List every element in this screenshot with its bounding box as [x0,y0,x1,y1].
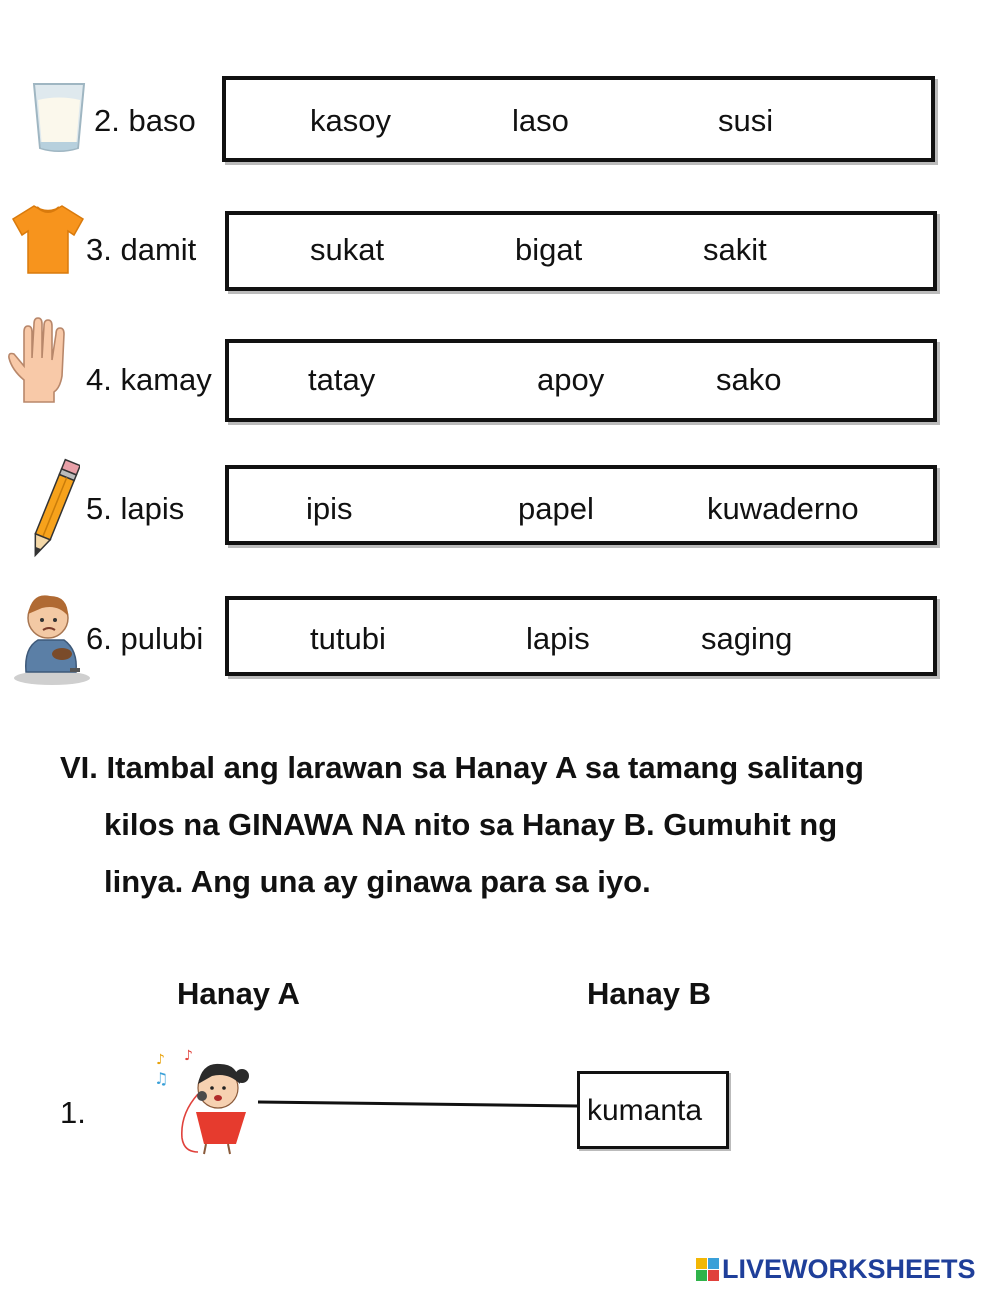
word-option[interactable]: apoy [537,362,605,397]
match-number: 1. [60,1095,86,1130]
word-option[interactable]: susi [718,103,774,138]
word-option[interactable]: saging [701,621,793,656]
word-option[interactable]: laso [512,103,569,138]
column-header-b: Hanay B [587,976,712,1011]
word-option[interactable]: sakit [703,232,767,267]
word-option[interactable]: kasoy [310,103,391,138]
word-option[interactable]: bigat [515,232,583,267]
item-label: 6. pulubi [86,621,204,656]
word-option[interactable]: kuwaderno [707,491,859,526]
instruction-line-1: VI. Itambal ang larawan sa Hanay A sa tamang salitang [60,750,864,785]
item-label: 4. kamay [86,362,212,397]
word-option[interactable]: tatay [308,362,376,397]
instruction-line-3: linya. Ang una ay ginawa para sa iyo. [104,864,651,899]
item-label: 5. lapis [86,491,185,526]
answer-word[interactable]: kumanta [587,1094,703,1127]
word-option[interactable]: sukat [310,232,385,267]
instruction-line-2: kilos na GINAWA NA nito sa Hanay B. Gumuhit ng [104,807,838,842]
item-label: 2. baso [94,103,196,138]
column-header-a: Hanay A [177,976,300,1011]
word-option[interactable]: sako [716,362,782,397]
word-option[interactable]: papel [518,491,594,526]
brand-name: LIVEWORKSHEETS [722,1254,976,1284]
svg-text:♫: ♫ [154,1069,169,1088]
svg-text:♪: ♪ [184,1048,193,1064]
svg-text:♪: ♪ [156,1052,165,1068]
liveworksheets-logo-icon [696,1258,719,1281]
word-option[interactable]: ipis [306,491,353,526]
word-option[interactable]: lapis [526,621,590,656]
liveworksheets-logo [696,1254,976,1285]
item-label: 3. damit [86,232,197,267]
word-option[interactable]: tutubi [310,621,386,656]
